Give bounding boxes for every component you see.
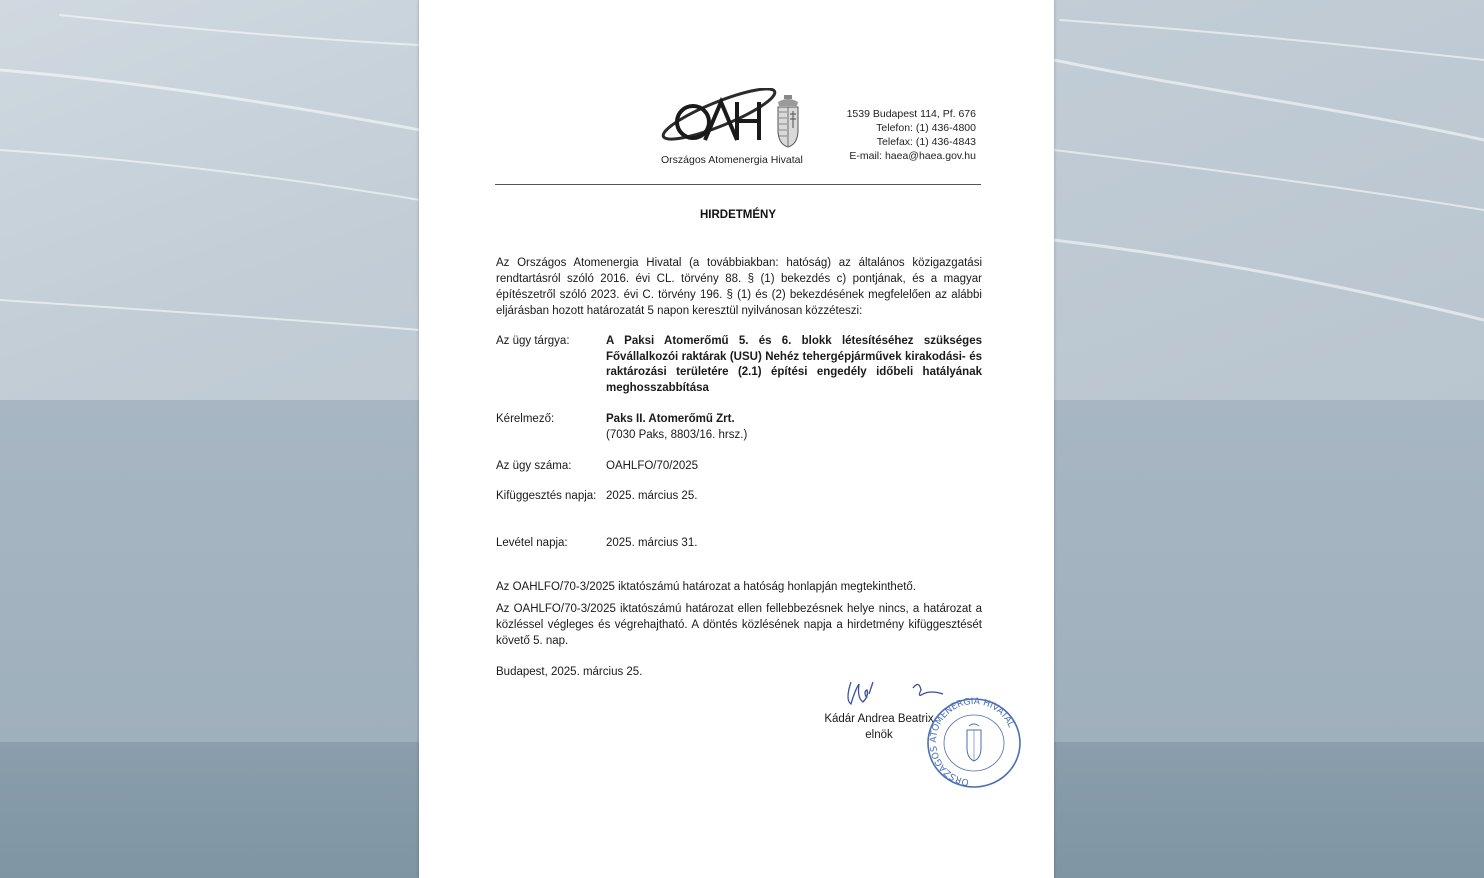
case-number-row <box>496 459 982 475</box>
intro-paragraph: Az Országos Atomenergia Hivatal (a továbbiakban: hatóság) az általános közigazgatási rendtartásról szóló 2016. évi CL. törvény 88. § (1) bekezdés c) pontjának, és a magyar építészetről szóló 2023. évi C. törvény 196. § (1) és (2) bekezdésének megfelelően az alábbi eljárásban hozott határozatát 5 napon keresztül nyilvánosan közzéteszi: <box>496 257 982 317</box>
case-number-value: OAHLFO/70/2025 <box>606 460 699 472</box>
contact-address: 1539 Budapest 114, Pf. 676 <box>846 108 976 120</box>
contact-block <box>847 107 976 163</box>
applicant-row <box>496 412 982 444</box>
subject-row <box>496 334 982 398</box>
subject-label: Az ügy tárgya: <box>496 335 570 347</box>
removal-date-row <box>496 536 982 552</box>
applicant-name: Paks II. Atomerőmű Zrt. <box>606 413 735 425</box>
posting-date-row <box>496 489 982 505</box>
applicant-address: (7030 Paks, 8803/16. hrsz.) <box>606 428 748 441</box>
contact-fax: Telefax: (1) 436-4843 <box>876 136 976 148</box>
document-title: HIRDETMÉNY <box>699 209 777 221</box>
signatory-title: elnök <box>865 729 893 741</box>
signatory-name: Kádár Andrea Beatrix <box>824 713 934 725</box>
applicant-value <box>606 412 982 443</box>
hungarian-crest-icon <box>775 94 801 148</box>
posting-date-label: Kifüggesztés napja: <box>496 490 597 502</box>
document-page <box>419 0 1054 878</box>
posting-date-value: 2025. március 25. <box>606 490 698 502</box>
appeal-paragraph: Az OAHLFO/70-3/2025 iktatószámú határozat ellen fellebbezésnek helye nincs, a határozat a közléssel végleges és végrehajtható. A döntés közlésének napja a hirdetmény kifüggesztését követő 5. nap. <box>496 603 982 647</box>
case-number-label: Az ügy száma: <box>496 460 572 472</box>
official-stamp <box>924 696 1024 790</box>
applicant-label: Kérelmező: <box>496 413 555 425</box>
removal-date-label: Levétel napja: <box>496 537 568 549</box>
subject-value: A Paksi Atomerőmű 5. és 6. blokk létesítéséhez szükséges Fővállalkozói raktárak (USU) Nehéz tehergépjárművek kirakodási- és raktározási területére (2.1) építési engedély időbeli hatályának meghosszabbítása <box>606 335 982 394</box>
org-name: Országos Atomenergia Hivatal <box>661 154 803 166</box>
contact-phone: Telefon: (1) 436-4800 <box>876 122 976 134</box>
contact-email: E-mail: haea@haea.gov.hu <box>849 150 976 162</box>
header-divider <box>495 184 981 185</box>
removal-date-value: 2025. március 31. <box>606 537 698 549</box>
stamp-text: ORSZÁGOS ATOMENERGIA HIVATAL <box>928 696 1016 787</box>
decision-availability-paragraph: Az OAHLFO/70-3/2025 iktatószámú határozat a hatóság honlapján megtekinthető. <box>496 581 917 593</box>
place-and-date: Budapest, 2025. március 25. <box>496 666 643 678</box>
